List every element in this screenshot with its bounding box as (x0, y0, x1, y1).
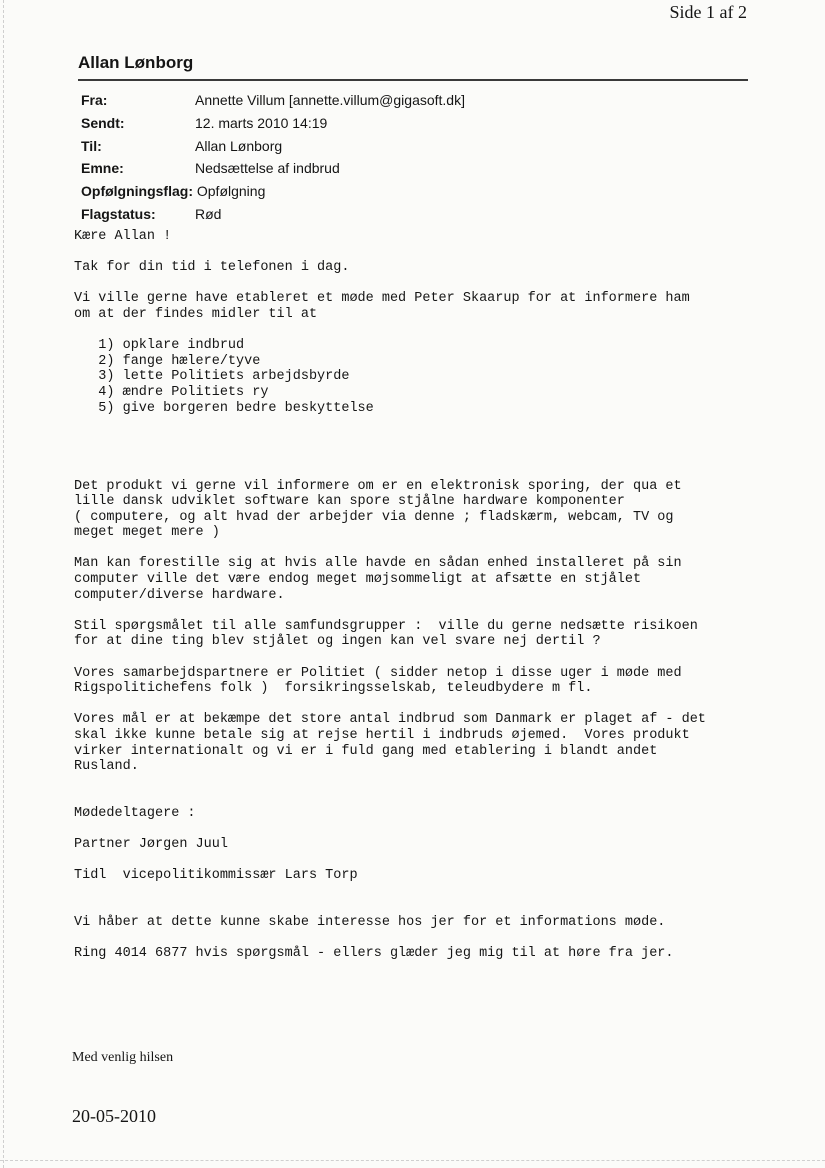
body-blank-line (74, 853, 774, 869)
body-line: skal ikke kunne betale sig at rejse hertil i indbruds øjemed. Vores produkt (74, 728, 690, 743)
body-line: Rigspolitichefens folk ) forsikringsselskab, teleudbydere m fl. (74, 681, 593, 697)
header-row-from (81, 92, 465, 115)
body-blank-line (74, 416, 774, 432)
page-number: Side 1 af 2 (669, 2, 747, 22)
body-blank-line (74, 775, 774, 791)
header-row-subject (81, 160, 340, 183)
header-divider (78, 79, 748, 81)
body-line: Partner Jørgen Juul (74, 837, 228, 853)
body-blank-line (74, 245, 774, 261)
header-row-flag-status (81, 206, 265, 229)
body-line: Man kan forestille sig at hvis alle havde en sådan enhed installeret på sin (74, 556, 682, 572)
body-blank-line (74, 276, 774, 292)
body-line: ( computere, og alt hvad der arbejder via denne ; fladskærm, webcam, TV og (74, 509, 674, 525)
body-blank-line (74, 603, 774, 619)
body-blank-line (74, 697, 774, 713)
body-blank-line (74, 931, 774, 947)
body-line: 1) opklare indbrud (74, 338, 245, 354)
body-line: 3) lette Politiets arbejdsbyrde (74, 369, 350, 385)
from-value: Annette Villum [annette.villum@gigasoft.dk] (195, 92, 465, 108)
body-line: 4) ændre Politiets ry (74, 384, 269, 400)
body-line: Vores samarbejdspartnere er Politiet ( sidder netop i disse uger i møde med (74, 665, 682, 681)
to-label: Til: (81, 137, 102, 154)
body-blank-line (74, 323, 774, 339)
body-blank-line (74, 463, 774, 479)
flag-status-value: Rød (195, 205, 222, 222)
body-line: for at dine ting blev stjålet og ingen kan vel svare nej dertil ? (74, 634, 601, 650)
body-line: meget meget mere ) (74, 525, 220, 541)
body-line: Vi ville gerne have etableret et møde med Peter Skaarup for at informere ham (74, 291, 690, 307)
email-header-fields (81, 92, 465, 229)
body-blank-line (74, 432, 774, 448)
body-line: Det produkt vi gerne vil informere om er en elektronisk sporing, der qua et (74, 478, 682, 494)
from-label: Fra: (81, 92, 108, 108)
body-blank-line (74, 900, 774, 916)
body-line: virker internationalt og vi er i fuld gang med etablering i blandt andet (74, 743, 658, 759)
header-row-sent (81, 114, 328, 138)
body-line: Mødedeltagere : (74, 805, 196, 821)
body-line: computer ville det være endog meget møjsommeligt at afsætte en stjålet (74, 572, 642, 588)
mailbox-owner-name: Allan Lønborg (78, 53, 194, 72)
sent-value: 12. marts 2010 14:19 (195, 114, 328, 131)
body-line: computer/diverse hardware. (74, 587, 285, 603)
scan-edge-left (3, 0, 4, 1168)
body-line: Vi håber at dette kunne skabe interesse hos jer for et informations møde. (74, 915, 666, 931)
body-blank-line (74, 650, 774, 666)
body-line: Tak for din tid i telefonen i dag. (74, 260, 350, 276)
body-line: Vores mål er at bekæmpe det store antal indbrud som Danmark er plaget af - det (74, 712, 706, 728)
header-row-to (81, 137, 283, 161)
subject-label: Emne: (81, 160, 124, 177)
body-blank-line (74, 447, 774, 463)
body-line: 2) fange hælere/tyve (74, 353, 261, 369)
body-line: om at der findes midler til at (74, 306, 318, 322)
closing-greeting: Med venlig hilsen (72, 1050, 174, 1065)
header-row-followup-flag (81, 183, 265, 206)
body-line: Ring 4014 6877 hvis spørgsmål - ellers glæder jeg mig til at høre fra jer. (74, 946, 674, 962)
scan-edge-bottom (0, 1160, 825, 1161)
to-value: Allan Lønborg (195, 137, 283, 154)
body-line: Tidl vicepolitikommissær Lars Torp (74, 868, 358, 884)
body-line: lille dansk udviklet software kan spore stjålne hardware komponenter (74, 494, 625, 510)
followup-flag-label: Opfølgningsflag: (81, 183, 193, 200)
body-blank-line (74, 541, 774, 557)
sent-label: Sendt: (81, 114, 125, 131)
body-line: Stil spørgsmålet til alle samfundsgrupper : ville du gerne nedsætte risikoen (74, 618, 698, 634)
body-line: 5) give borgeren bedre beskyttelse (74, 400, 374, 416)
flag-status-label: Flagstatus: (81, 205, 156, 222)
followup-flag-value: Opfølgning (196, 183, 266, 200)
subject-value: Nedsættelse af indbrud (195, 160, 340, 177)
email-body (74, 229, 774, 962)
body-blank-line (74, 884, 774, 900)
body-blank-line (74, 790, 774, 806)
body-blank-line (74, 822, 774, 838)
print-date: 20-05-2010 (72, 1106, 156, 1126)
body-line: Rusland. (74, 759, 139, 775)
body-line: Kære Allan ! (74, 229, 172, 244)
